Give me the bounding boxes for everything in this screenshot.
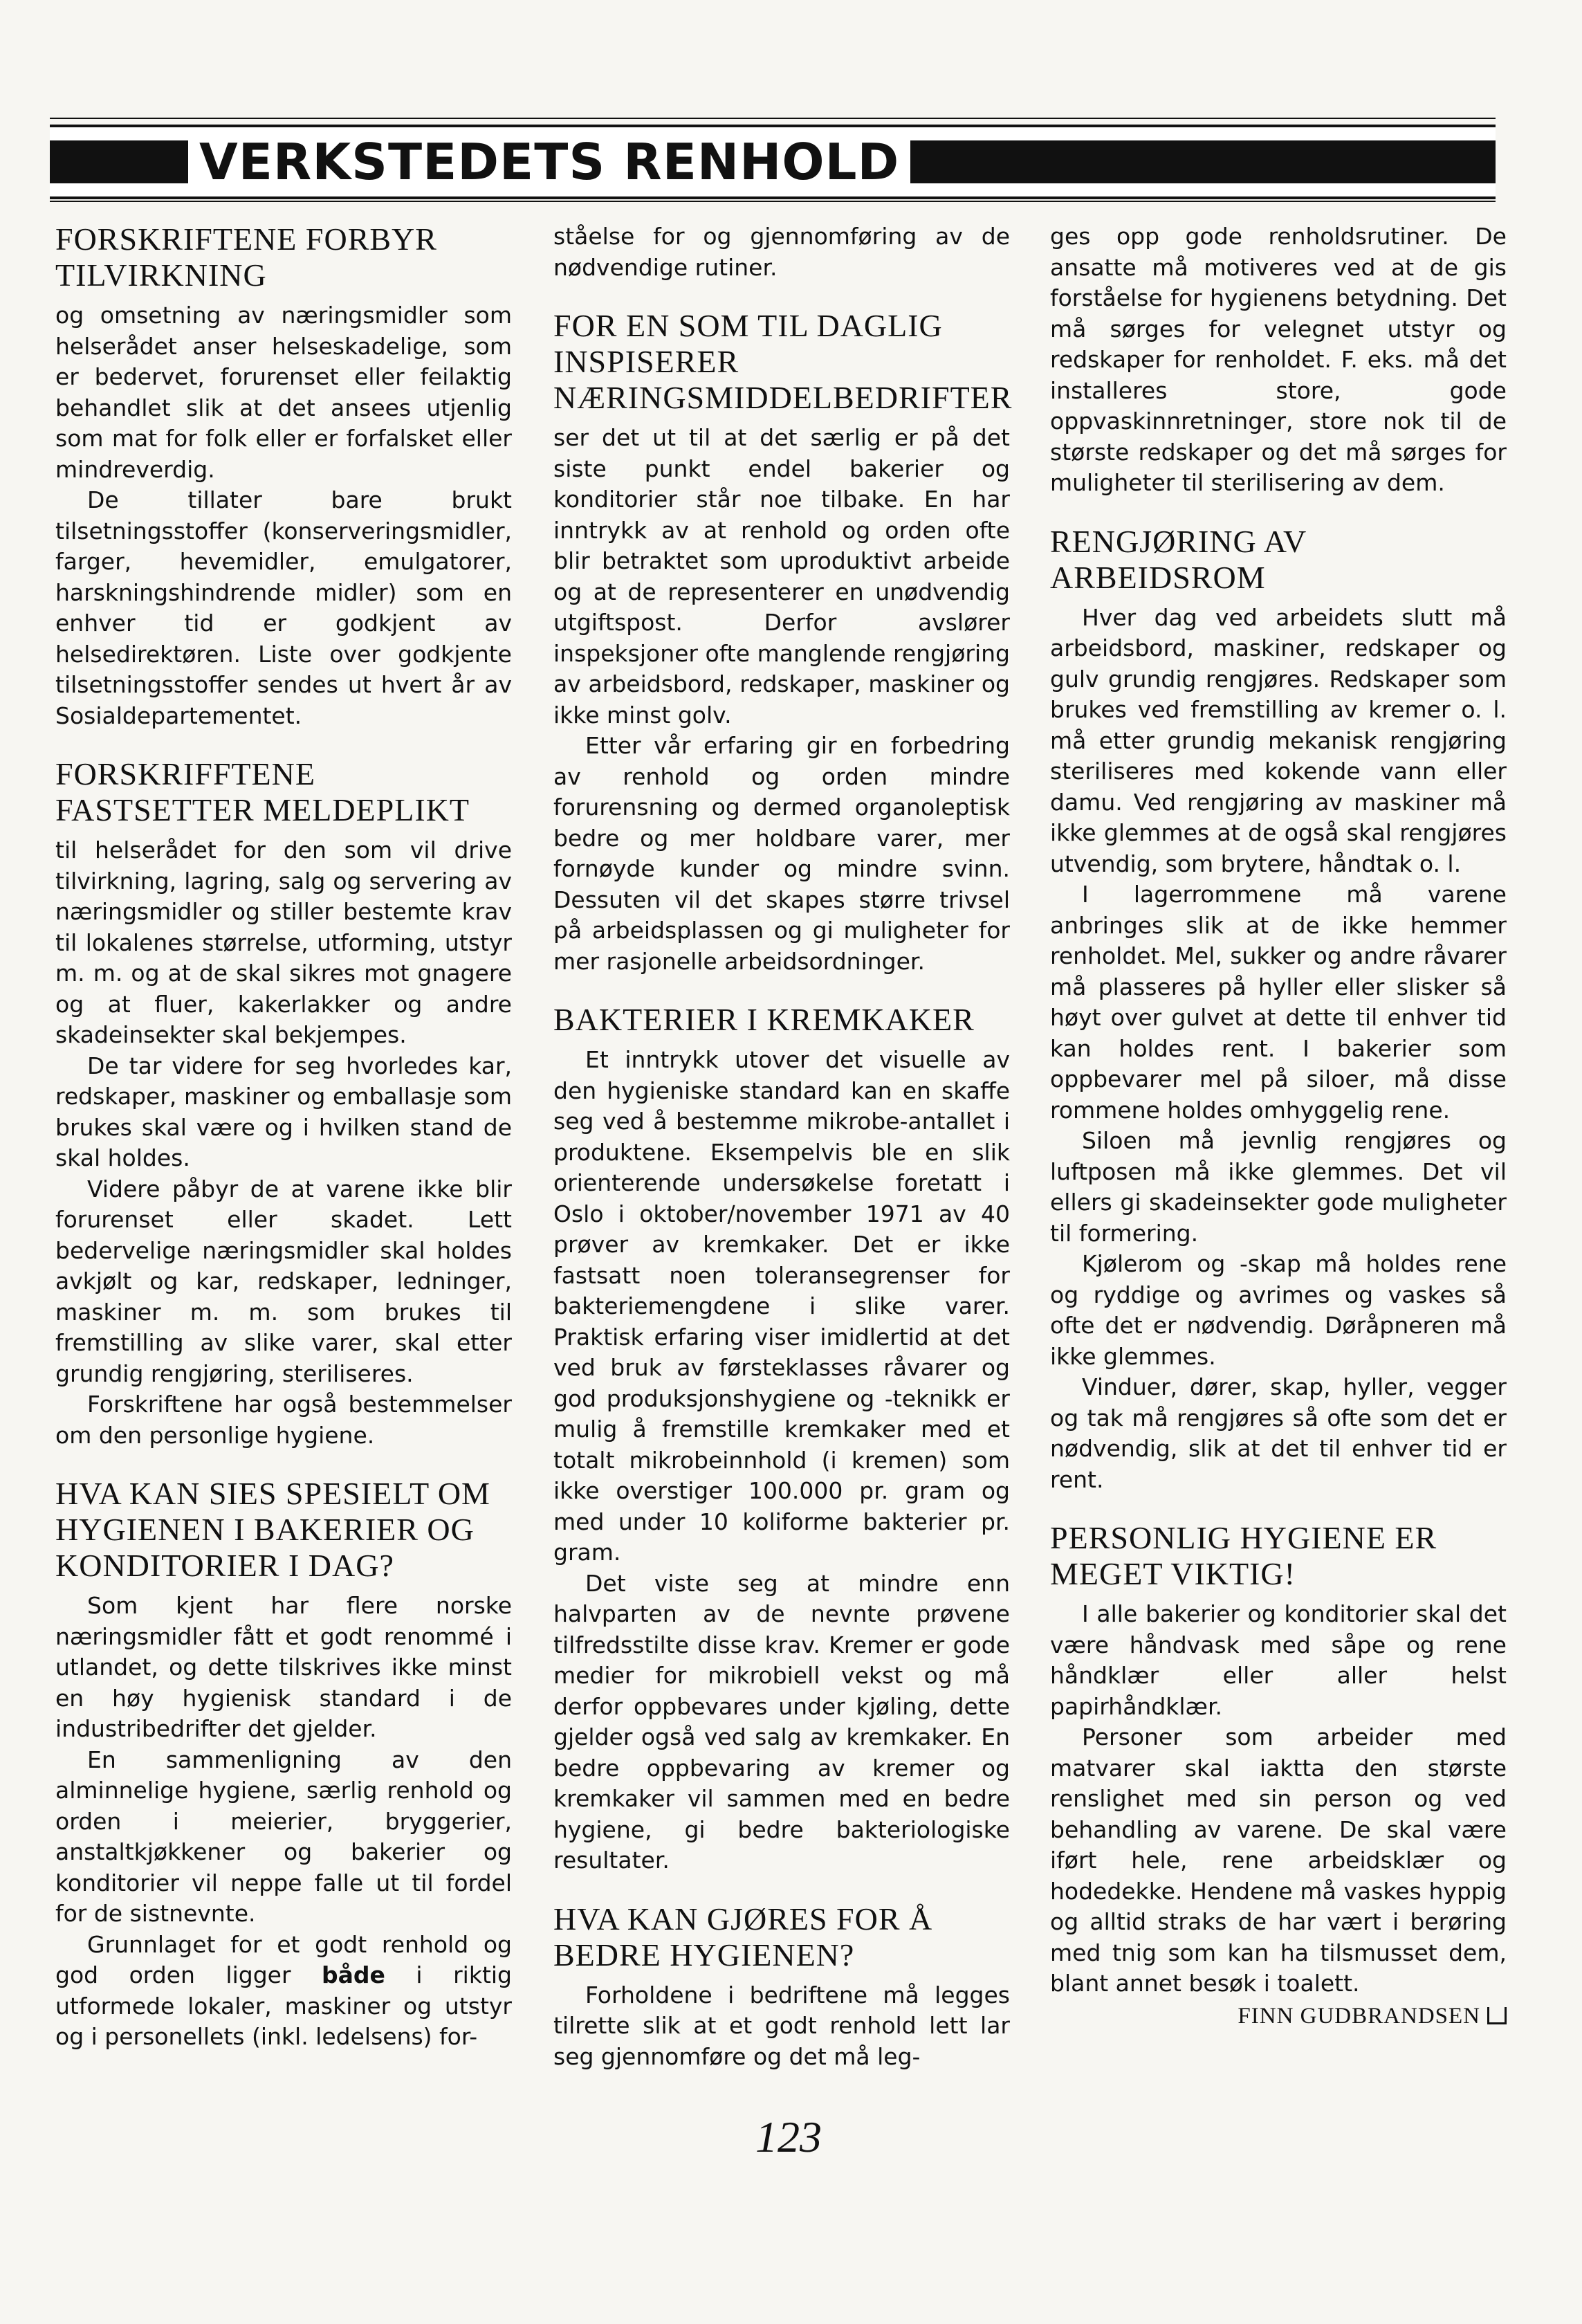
paragraph: ståelse for og gjennomføring av de nødvendige rutiner. [553,223,1010,281]
text-run: Grunnlaget for et godt renhold og god orden ligger [55,1930,512,1988]
paragraph: De tar videre for seg hvorledes kar, redskaper, maskiner og emballasje som brukes skal være og i hvilken stand de skal holdes. [55,1052,512,1171]
author-name: FINN GUDBRANDSEN [1238,2003,1480,2029]
paragraph: Forskriftene har også bestemmelser om den personlige hygiene. [55,1391,512,1449]
heading-hva-kan-gjores: HVA KAN GJØRES FOR Å BEDRE HYGIENEN? [553,1901,933,1973]
paragraph: Siloen må jevnlig rengjøres og luftposen må ikke glemmes. Det vil ellers gi skadeinsekter gode muligheter til formering. [1050,1127,1507,1247]
heading-daglig-inspiserer: FOR EN SOM TIL DAGLIG INSPISERER NÆRINGSMIDDELBEDRIFTER [553,308,1013,415]
header-black-bar-right [910,140,1496,183]
paragraph: Et inntrykk utover det visuelle av den hygieniske standard kan en skaffe seg ved å bestemme mikrobe-antallet i produktene. Eksempelvis ble en slik orienterende undersøkelse foretatt i Oslo i oktober/november 1971 av 40 prøver av kremkaker. Det er ikke fastsatt noen toleransegrenser for bakteriemengdene i slike varer. Praktisk erfaring viser imidlertid at det ved bruk av førsteklasses råvarer og god produksjonshygiene og -teknikk er mulig å fremstille kremkaker med et totalt mikrobeinnhold (i kremen) som ikke overstiger 100.000 pr. gram og med under 10 koliforme bakterier pr. gram. [553,1046,1010,1566]
paragraph: En sammenligning av den alminnelige hygiene, særlig renhold og orden i meierier, bryggerier, anstaltkjøkkener og bakerier og konditorier vil neppe falle ut til fordel for de sistnevnte. [55,1746,512,1927]
paragraph: Videre påbyr de at varene ikke blir forurenset eller skadet. Lett bedervelige næringsmidler skal holdes avkjølt og kar, redskaper, ledninger, maskiner m. m. som brukes til fremstilling av slike varer, skal etter grundig rengjøring, steriliseres. [55,1175,512,1387]
paragraph: Som kjent har flere norske næringsmidler fått et godt renommé i utlandet, og dette tilskrives ikke minst en høy hygienisk standard i de industribedrifter det gjelder. [55,1592,512,1742]
author-signature [1050,2004,1507,2029]
paragraph: Det viste seg at mindre enn halvparten av de nevnte prøvene tilfredsstilte disse krav. Kremer er gode medier for mikrobiell vekst og må derfor oppbevares under kjøling, dette gjelder også ved salg av kremkaker. En bedre oppbevaring av kremer og kremkaker vil sammen med en bedre hygiene, gi bedre bakteriologiske resultater. [553,1569,1010,1874]
end-mark-icon [1487,2007,1507,2024]
heading-rengjoring: RENGJØRING AV ARBEIDSROM [1050,523,1307,595]
paragraph: I lagerrommene må varene anbringes slik at de ikke hemmer renholdet. Mel, sukker og andre råvarer må plasseres på hyller eller slisker så høyt over gulvet at dette til enhver tid kan holdes rent. I bakerier som oppbevarer mel på siloer, må disse rommene holdes omhyggelig rene. [1050,881,1507,1124]
heading-bakterier: BAKTERIER I KREMKAKER [553,1002,975,1037]
heading-forskriftene-forbyr: FORSKRIFTENE FORBYR TILVIRKNING [55,221,437,293]
column-1 [55,221,512,2053]
paragraph: Vinduer, dører, skap, hyller, vegger og tak må rengjøres så ofte som det er nødvendig, slik at det til enhver tid er rent. [1050,1373,1507,1493]
header-black-bar-left [50,140,188,183]
paragraph: ser det ut til at det særlig er på det siste punkt endel bakerier og konditorier står noe tilbake. En har inntrykk av at renhold og orden ofte blir betraktet som uproduktivt arbeide og at de representerer en unødvendig utgiftspost. Derfor avslører inspeksjoner ofte manglende rengjøring av arbeidsbord, redskaper, maskiner og ikke minst golv. [553,424,1010,729]
header-rule-top [50,118,1496,119]
section-title: VERKSTEDETS RENHOLD [199,133,900,191]
paragraph: Forholdene i bedriftene må legges tilrette slik at et godt renhold lett lar seg gjennomføre og det må leg- [553,1981,1010,2070]
paragraph: I alle bakerier og konditorier skal det være håndvask med såpe og rene håndklær eller aller helst papirhåndklær. [1050,1600,1507,1720]
paragraph: Kjølerom og -skap må holdes rene og ryddige og avrimes og vaskes så ofte det er nødvendig. Døråpneren må ikke glemmes. [1050,1250,1507,1370]
paragraph [55,1930,512,2053]
paragraph: De tillater bare brukt tilsetningsstoffer (konserveringsmidler, farger, hevemidler, emulgatorer, harskningshindrende midler) som en enhver tid er godkjent av helsedirektøren. Liste over godkjente tilsetningsstoffer sendes ut hvert år av Sosialdepartementet. [55,486,512,729]
section-header [50,125,1496,199]
paragraph: til helserådet for den som vil drive tilvirkning, lagring, salg og servering av næringsmidler og stiller bestemte krav til lokalenes størrelse, utforming, utstyr m. m. og at de skal sikres mot gnagere og at fluer, kakerlakker og andre skadeinsekter skal bekjempes. [55,836,512,1048]
paragraph: og omsetning av næringsmidler som helserådet anser helseskadelige, som er bedervet, forurenset eller feilaktig behandlet slik at det ansees utjenlig som mat for folk eller er forfalsket eller mindreverdig. [55,302,512,483]
column-2 [553,221,1013,2072]
heading-personlig-hygiene: PERSONLIG HYGIENE ER MEGET VIKTIG! [1050,1520,1437,1591]
text-run: i riktig utformede lokaler, maskiner og utstyr og i personellets (inkl. ledelsens) for- [55,1961,512,2050]
paragraph: Hver dag ved arbeidets slutt må arbeidsbord, maskiner, redskaper og gulv grundig rengjøres. Redskaper som brukes ved fremstilling av kremer o. l. må etter grundig mekanisk rengjøring steriliseres med kokende vann eller damu. Ved rengjøring av maskiner må ikke glemmes at de også skal rengjøres utvendig, som brytere, håndtak o. l. [1050,603,1507,877]
column-3 [1050,221,1507,2029]
paragraph: Etter vår erfaring gir en forbedring av renhold og orden mindre forurensning og dermed organoleptisk bedre og mer holdbare varer, mer fornøyde kunder og mindre svinn. Dessuten vil det skapes større trivsel på arbeidsplassen og gi muligheter for mer rasjonelle arbeidsordninger. [553,732,1010,975]
bold-emphasis: både [322,1961,385,1988]
header-rule-bottom [50,201,1496,202]
heading-hygienen-i-bakerier: HVA KAN SIES SPESIELT OM HYGIENEN I BAKERIER OG KONDITORIER I DAG? [55,1476,490,1583]
paragraph: Personer som arbeider med matvarer skal iaktta den største renslighet med sin person og ved behandling av varene. De skal være iført hele, rene arbeidsklær og hodedekke. Hendene må vaskes hyppig og alltid straks de har vært i berøring med tnig som kan ha tilsmusset dem, blant annet besøk i toalett. [1050,1723,1507,1997]
paragraph: ges opp gode renholdsrutiner. De ansatte må motiveres ved at de gis forståelse for hygienens betydning. Det må sørges for velegnet utstyr og redskaper for renholdet. F. eks. må det installeres store, gode oppvaskinnretninger, store nok til de største redskaper og det må sørges for muligheter til sterilisering av dem. [1050,223,1507,496]
heading-meldeplikt: FORSKRIFFTENE FASTSETTER MELDEPLIKT [55,756,470,827]
page-number: 123 [755,2112,822,2161]
